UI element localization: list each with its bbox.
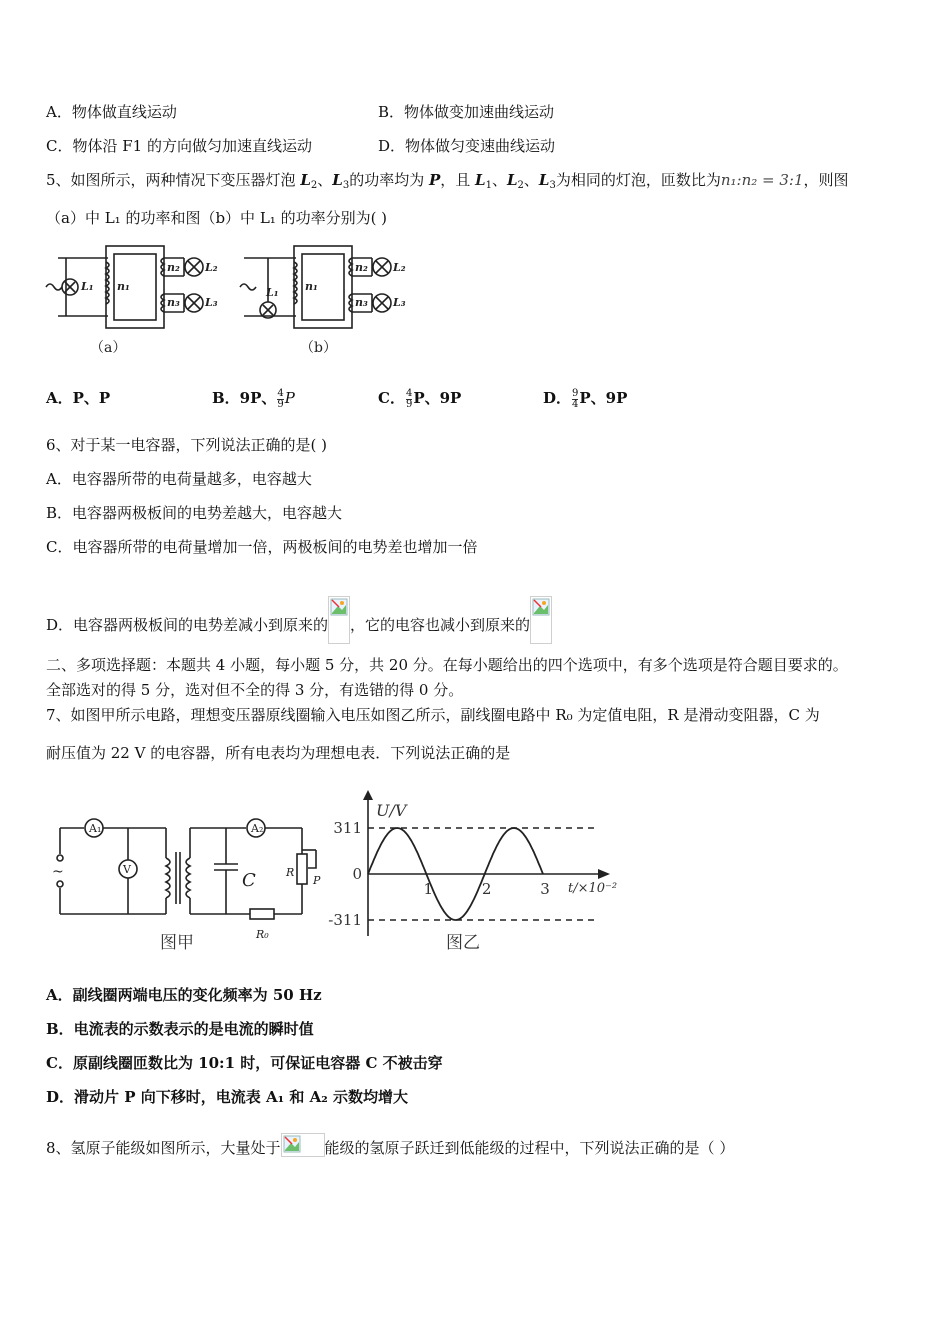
q6-stem: 6、对于某一电容器，下列说法正确的是( ) — [46, 436, 328, 454]
y-tick-label: 311 — [333, 819, 362, 837]
fig-a-l1-label: L₁ — [81, 280, 94, 293]
resistor-r0-label: R₀ — [256, 928, 269, 941]
q4-option-d: D．物体做匀变速曲线运动 — [378, 137, 556, 155]
x-axis-label: t/×10⁻² — [568, 881, 618, 896]
slider-p-label: P — [313, 874, 321, 887]
q5-stem-line2: （a）中 L₁ 的功率和图（b）中 L₁ 的功率分别为( ) — [46, 209, 388, 227]
fig-a-n2-label: n₂ — [167, 261, 180, 274]
q7-option-c: C．原副线圈匝数比为 10:1 时，可保证电容器 C 不被击穿 — [46, 1054, 443, 1072]
q5-stem: 5、如图所示，两种情况下变压器灯泡 $L_2$、$L_3$的功率均为 P，且 $L_1$、$L_2$、$L_3$为相同的灯泡，匝数比为n₁:n₂ = 3:1，则图 — [46, 171, 849, 191]
y-tick-label: 0 — [352, 865, 362, 883]
q7-option-b: B．电流表的示数表示的是电流的瞬时值 — [46, 1020, 314, 1038]
q6-option-d: D．电容器两极板间的电势差减小到原来的 ，它的电容也减小到原来的 — [46, 596, 552, 644]
q7-option-a: A．副线圈两端电压的变化频率为 50 Hz — [46, 986, 322, 1004]
fig-a-n3-label: n₃ — [167, 296, 180, 309]
q4-option-a: A．物体做直线运动 — [46, 103, 177, 121]
x-tick-label: 2 — [481, 880, 492, 898]
broken-image-icon — [328, 596, 350, 644]
fig-b-l2-label: L₂ — [393, 261, 406, 274]
q7-stem-line1: 7、如图甲所示电路，理想变压器原线圈输入电压如图乙所示，副线圈电路中 R₀ 为定值电阻，R 是滑动变阻器，C 为 — [46, 706, 820, 724]
broken-image-icon — [281, 1133, 325, 1157]
x-axis-arrow — [598, 869, 610, 879]
fig-b-l3-label: L₃ — [393, 296, 406, 309]
q4-option-b: B．物体做变加速曲线运动 — [378, 103, 555, 121]
capacitor-c-label: C — [242, 870, 256, 891]
q7-stem-line2: 耐压值为 22 V 的电容器，所有电表均为理想电表．下列说法正确的是 — [46, 744, 511, 762]
x-tick-label: 1 — [423, 880, 434, 898]
q5-option-d: D． $\frac{9}{4}$ P、9P — [543, 387, 628, 410]
fig-b-n3-label: n₃ — [355, 296, 368, 309]
q6-option-b: B．电容器两极板间的电势差越大，电容越大 — [46, 504, 343, 522]
q5-option-b: B．9P、 $\frac{4}{9}$ P — [212, 387, 295, 410]
fig-b-caption: （b） — [300, 340, 337, 356]
fig-b-l1-label: L₁ — [266, 286, 279, 299]
fig-a-l2-label: L₂ — [205, 261, 218, 274]
fig-a-l3-label: L₃ — [205, 296, 218, 309]
q5-option-a: A．P、P — [46, 389, 111, 407]
q4-option-c: C．物体沿 F1 的方向做匀加速直线运动 — [46, 137, 312, 155]
broken-image-icon — [530, 596, 552, 644]
ammeter-a2-label: A₂ — [251, 822, 264, 835]
ac-source-icon: ~ — [52, 864, 64, 880]
ammeter-a1-label: A₁ — [89, 822, 102, 835]
fig-right-caption: 图乙 — [446, 933, 480, 953]
y-axis-label: U/V — [376, 801, 407, 820]
q7-option-d: D．滑动片 P 向下移时，电流表 A₁ 和 A₂ 示数均增大 — [46, 1088, 409, 1106]
section2-heading-line1: 二、多项选择题：本题共 4 小题，每小题 5 分，共 20 分。在每小题给出的四个选项中，有多个选项是符合题目要求的。 — [46, 656, 848, 674]
q6-option-c: C．电容器所带的电荷量增加一倍，两极板间的电势差也增加一倍 — [46, 538, 478, 556]
section2-heading-line2: 全部选对的得 5 分，选对但不全的得 3 分，有选错的得 0 分。 — [46, 681, 464, 699]
fig-a-n1-label: n₁ — [117, 280, 130, 293]
q5-transformer-figure — [44, 238, 424, 362]
fig-a-caption: （a） — [90, 340, 127, 356]
q7-voltage-chart — [326, 786, 626, 956]
voltmeter-label: V — [123, 863, 131, 876]
x-tick-label: 3 — [540, 880, 550, 898]
q6-option-a: A．电容器所带的电荷量越多，电容越大 — [46, 470, 312, 488]
q7-circuit-diagram — [46, 810, 336, 960]
resistor-r-label: R — [286, 866, 295, 879]
q8-stem: 8、氢原子能级如图所示，大量处于 能级的氢原子跃迁到低能级的过程中，下列说法正确的是（ ） — [46, 1133, 734, 1158]
y-tick-label: -311 — [328, 911, 362, 929]
fig-b-n1-label: n₁ — [305, 280, 318, 293]
y-axis-arrow — [363, 790, 373, 800]
turns-ratio: n₁:n₂ = 3:1 — [720, 171, 804, 189]
fig-b-n2-label: n₂ — [355, 261, 368, 274]
q5-option-c: C． $\frac{4}{9}$ P、9P — [378, 387, 462, 410]
fig-left-caption: 图甲 — [160, 933, 194, 953]
